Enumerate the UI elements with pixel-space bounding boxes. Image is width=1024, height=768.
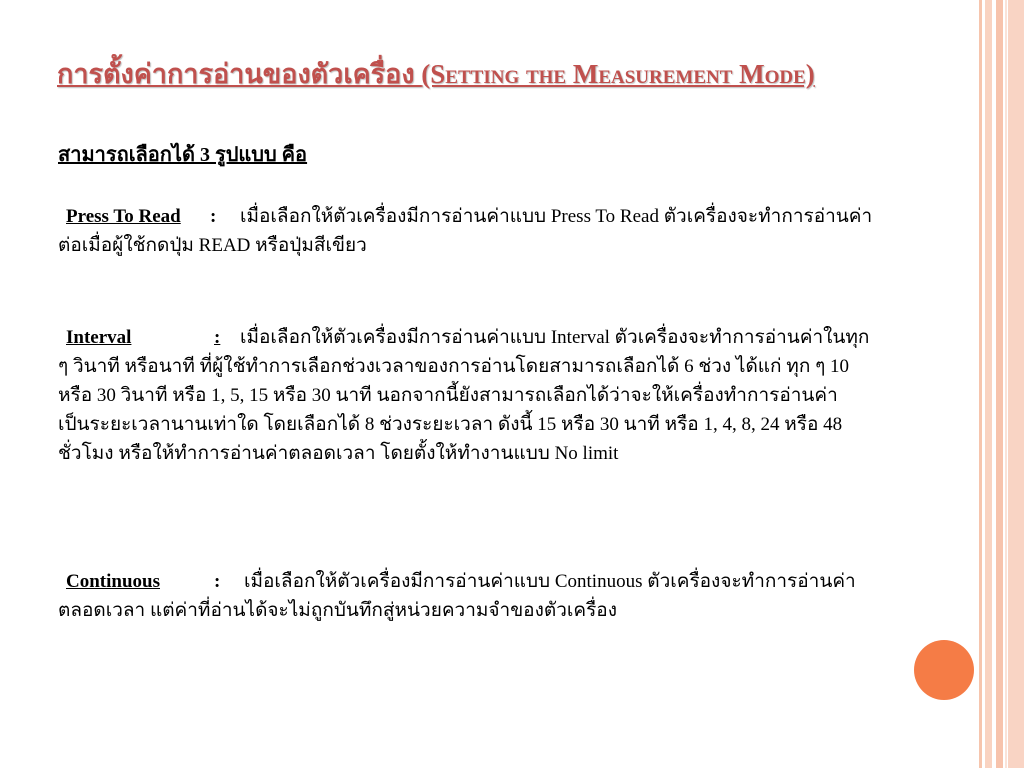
section-line xyxy=(58,410,966,439)
decorative-stripe xyxy=(985,0,992,768)
section-line xyxy=(58,381,966,410)
mode-description-continued: ๆ วินาที หรือนาที ที่ผู้ใช้ทำการเลือกช่วงเวลาของการอ่านโดยสามารถเลือกได้ 6 ช่วง ได้แก่ ทุก ๆ 10 xyxy=(58,356,850,377)
slide-title xyxy=(57,52,957,95)
mode-description: เมื่อเลือกให้ตัวเครื่องมีการอ่านค่าแบบ Continuous ตัวเครื่องจะทำการอ่านค่า xyxy=(244,571,856,592)
decorative-circle xyxy=(914,640,974,700)
mode-description-continued: ตลอดเวลา แต่ค่าที่อ่านได้จะไม่ถูกบันทึกสู่หน่วยความจำของตัวเครื่อง xyxy=(58,600,617,621)
section-line xyxy=(58,352,966,381)
mode-colon: : xyxy=(214,571,221,592)
mode-press-to-read xyxy=(58,202,966,260)
decorative-stripe xyxy=(1008,0,1024,768)
section-line xyxy=(58,596,966,625)
mode-continuous xyxy=(58,567,966,625)
mode-label: Continuous xyxy=(66,571,160,592)
mode-description-continued: ชั่วโมง หรือให้ทำการอ่านค่าตลอดเวลา โดยตั้งให้ทำงานแบบ No limit xyxy=(58,443,619,464)
section-first-line xyxy=(66,202,966,231)
slide-subtitle: สามารถเลือกได้ 3 รูปแบบ คือ xyxy=(58,144,308,166)
decorative-stripe xyxy=(979,0,982,768)
section-first-line xyxy=(66,567,966,596)
slide-title-thai: การตั้งค่าการอ่านของตัวเครื่อง xyxy=(57,59,422,89)
decorative-stripe xyxy=(1005,0,1007,768)
slide-title-english: (Setting the Measurement Mode) xyxy=(421,59,815,89)
mode-colon: : xyxy=(214,327,221,348)
mode-description: เมื่อเลือกให้ตัวเครื่องมีการอ่านค่าแบบ Press To Read ตัวเครื่องจะทำการอ่านค่า xyxy=(240,206,873,227)
mode-label: Press To Read xyxy=(66,206,181,227)
mode-description-continued: เป็นระยะเวลานานเท่าใด โดยเลือกได้ 8 ช่วงระยะเวลา ดังนี้ 15 หรือ 30 นาที หรือ 1, 4, 8, 24 หรือ 48 xyxy=(58,414,843,435)
mode-description-continued: หรือ 30 วินาที หรือ 1, 5, 15 หรือ 30 นาที นอกจากนี้ยังสามารถเลือกได้ว่าจะให้เครื่องทำการอ่านค่า xyxy=(58,385,838,406)
section-line xyxy=(58,231,966,260)
mode-interval xyxy=(58,323,966,468)
mode-description: เมื่อเลือกให้ตัวเครื่องมีการอ่านค่าแบบ Interval ตัวเครื่องจะทำการอ่านค่าในทุก xyxy=(240,327,870,348)
mode-colon: : xyxy=(210,206,217,227)
section-line xyxy=(58,439,966,468)
decorative-stripe xyxy=(996,0,1003,768)
mode-description-continued: ต่อเมื่อผู้ใช้กดปุ่ม READ หรือปุ่มสีเขียว xyxy=(58,235,367,256)
section-first-line xyxy=(66,323,966,352)
mode-label: Interval xyxy=(66,327,132,348)
